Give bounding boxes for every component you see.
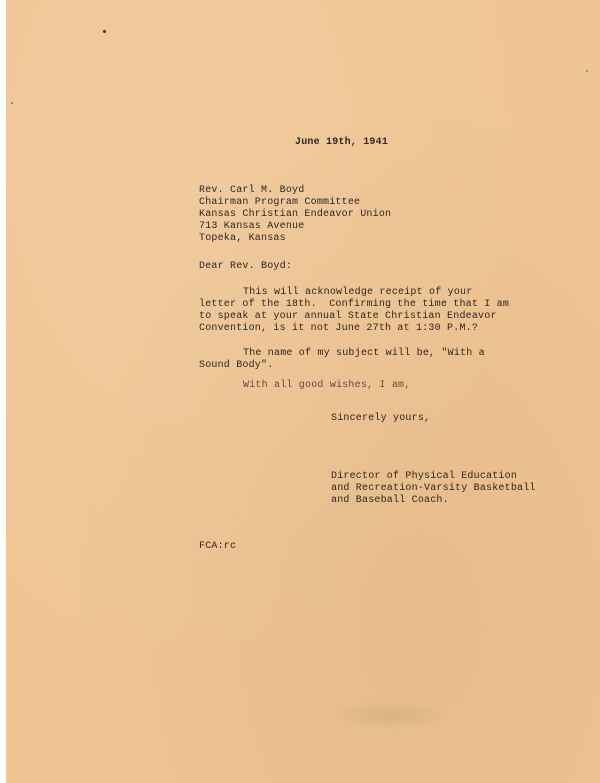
paper-speck bbox=[586, 70, 588, 72]
body-paragraph-3: With all good wishes, I am, bbox=[243, 380, 411, 391]
body-line: Convention, is it not June 27th at 1:30 P.M.? bbox=[199, 323, 479, 334]
body-line: The name of my subject will be, "With a bbox=[243, 348, 485, 359]
signature-line: and Recreation-Varsity Basketball bbox=[331, 483, 536, 494]
closing: Sincerely yours, bbox=[331, 413, 431, 424]
body-line: This will acknowledge receipt of your bbox=[243, 287, 473, 298]
bleed-through-marks bbox=[330, 700, 450, 730]
body-line: to speak at your annual State Christian Endeavor bbox=[199, 311, 497, 322]
signature-line: Director of Physical Education bbox=[331, 471, 518, 482]
address-line: Topeka, Kansas bbox=[199, 233, 286, 244]
paper-speck bbox=[11, 102, 13, 104]
address-line: Rev. Carl M. Boyd bbox=[199, 185, 305, 196]
letter-date: June 19th, 1941 bbox=[295, 137, 389, 148]
signature-line: and Baseball Coach. bbox=[331, 495, 449, 506]
paper-speck bbox=[103, 30, 106, 33]
salutation: Dear Rev. Boyd: bbox=[199, 261, 293, 272]
reference-initials: FCA:rc bbox=[199, 541, 237, 552]
address-line: Chairman Program Committee bbox=[199, 197, 361, 208]
address-line: Kansas Christian Endeavor Union bbox=[199, 209, 392, 220]
body-line: letter of the 18th. Confirming the time that I am bbox=[199, 299, 510, 310]
address-line: 713 Kansas Avenue bbox=[199, 221, 305, 232]
body-line: Sound Body". bbox=[199, 360, 274, 371]
scan-edge bbox=[0, 0, 6, 783]
